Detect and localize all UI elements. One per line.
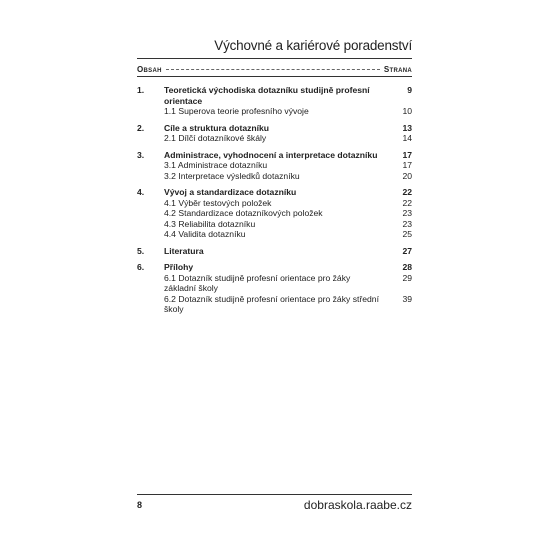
- toc-subsection-title: 6.1 Dotazník studijně profesní orientace pro žáky základní školy: [164, 272, 351, 293]
- toc-subsection-title: 6.2 Dotazník studijně profesní orientace pro žáky střední školy: [164, 293, 379, 314]
- toc-header-rule: [137, 76, 412, 77]
- toc-section-row: [137, 246, 412, 257]
- toc-section-row: [137, 123, 412, 134]
- toc-subsection-row: [137, 160, 412, 171]
- toc-header-dashes: [166, 69, 380, 70]
- toc-subsection-indent: [137, 198, 164, 209]
- toc-subsection-indent: [137, 171, 164, 182]
- toc-section-row: [137, 85, 412, 106]
- toc-section-page: 13: [402, 122, 412, 133]
- toc-subsection-page: 25: [402, 229, 412, 239]
- toc-subsection-indent: [137, 294, 164, 315]
- toc-section-number: 6.: [137, 262, 145, 272]
- header-rule: [137, 58, 412, 59]
- toc-subsection-row: [137, 106, 412, 117]
- toc-section-row: [137, 262, 412, 273]
- footer-page-number: 8: [137, 500, 143, 510]
- toc-subsection-title: 1.1 Superova teorie profesního vývoje: [164, 106, 309, 116]
- toc-section-number: 3.: [137, 149, 145, 160]
- toc-subsection-page: 23: [402, 218, 412, 229]
- toc-subsection-page: 22: [402, 197, 412, 208]
- toc-header-left: Obsah: [137, 65, 162, 74]
- toc-subsection-title: 3.2 Interpretace výsledků dotazníku: [164, 170, 300, 181]
- toc-subsection-indent: [137, 160, 164, 171]
- toc-section-page: 27: [402, 245, 412, 256]
- toc-subsection-page: 20: [402, 170, 412, 181]
- page-header-title: Výchovné a kariérové poradenství: [214, 38, 412, 53]
- toc-section-title: Literatura: [164, 245, 204, 256]
- toc-subsection-row: [137, 294, 412, 315]
- toc-section: [137, 85, 412, 117]
- toc-subsection-row: [137, 219, 412, 230]
- toc-section-number: 1.: [137, 85, 145, 95]
- toc-section-page: 9: [407, 85, 412, 95]
- toc-subsection-row: [137, 208, 412, 219]
- toc-subsection-page: 23: [402, 208, 412, 218]
- footer-website: dobraskola.raabe.cz: [303, 498, 412, 512]
- toc-subsection-title: 2.1 Dílčí dotazníkové škály: [164, 133, 267, 143]
- toc-section: [137, 187, 412, 240]
- toc-subsection-page: 10: [402, 106, 412, 116]
- toc-section-number: 4.: [137, 187, 145, 197]
- toc-section-row: [137, 150, 412, 161]
- toc-subsection-page: 17: [402, 160, 412, 170]
- toc-section-row: [137, 187, 412, 198]
- toc-subsection-page: 39: [402, 293, 412, 304]
- toc-section: [137, 150, 412, 182]
- toc-section-title: Administrace, vyhodnocení a interpretace dotazníku: [164, 149, 378, 160]
- toc-subsection-indent: [137, 133, 164, 144]
- toc-subsection-indent: [137, 273, 164, 294]
- toc-subsection-title: 4.2 Standardizace dotazníkových položek: [164, 208, 323, 218]
- toc-subsection-indent: [137, 219, 164, 230]
- toc-section-page: 28: [402, 262, 412, 272]
- toc-section-title: Vývoj a standardizace dotazníku: [164, 187, 297, 197]
- toc-subsection-page: 14: [402, 133, 412, 143]
- toc-subsection-row: [137, 133, 412, 144]
- toc-subsection-indent: [137, 229, 164, 240]
- toc-section-page: 17: [402, 149, 412, 160]
- toc-subsection-row: [137, 273, 412, 294]
- toc-section-number: 2.: [137, 122, 145, 133]
- toc-subsection-page: 29: [402, 272, 412, 283]
- toc-subsection-indent: [137, 106, 164, 117]
- table-of-contents: [137, 85, 412, 321]
- toc-header: [137, 65, 412, 74]
- toc-section-title: Teoretická východiska dotazníku studijně profesní orientace: [164, 85, 370, 106]
- toc-section-number: 5.: [137, 245, 145, 256]
- toc-header-right: Strana: [383, 65, 412, 74]
- footer-rule: [137, 494, 412, 495]
- toc-section-title: Přílohy: [164, 262, 194, 272]
- toc-subsection-row: [137, 171, 412, 182]
- toc-subsection-title: 4.4 Validita dotazníku: [164, 229, 246, 239]
- toc-subsection-row: [137, 198, 412, 209]
- toc-section: [137, 262, 412, 315]
- toc-section: [137, 123, 412, 144]
- toc-subsection-title: 4.3 Reliabilita dotazníku: [164, 218, 256, 229]
- toc-section: [137, 246, 412, 257]
- toc-section-title: Cíle a struktura dotazníku: [164, 122, 270, 133]
- toc-subsection-indent: [137, 208, 164, 219]
- toc-section-page: 22: [402, 187, 412, 197]
- toc-subsection-title: 4.1 Výběr testových položek: [164, 197, 272, 208]
- toc-subsection-row: [137, 229, 412, 240]
- toc-subsection-title: 3.1 Administrace dotazníku: [164, 160, 268, 170]
